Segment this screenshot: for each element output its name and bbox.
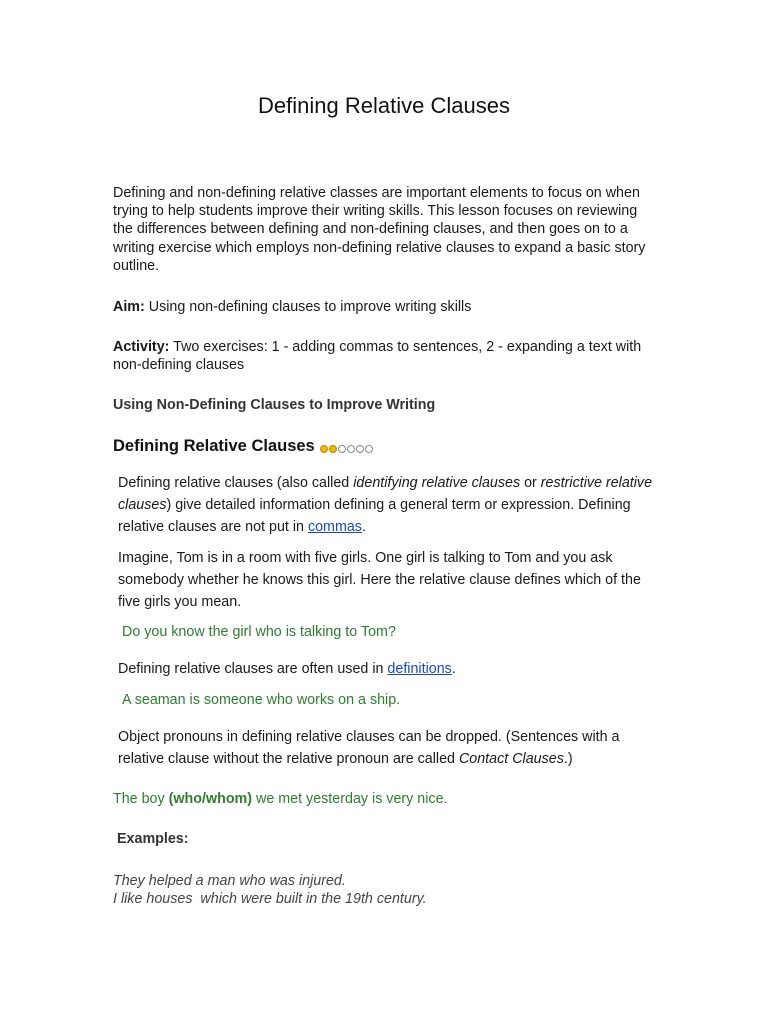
text-run: ) give detailed information defining a general term or expression. Defining relative clauses are not put in	[118, 497, 631, 535]
text-run: Defining relative clauses (also called	[118, 475, 354, 491]
rating-dot-icon	[329, 445, 337, 453]
text-run: .)	[563, 751, 573, 767]
example-sentence-3	[113, 791, 448, 807]
rating-dot-icon	[347, 445, 355, 453]
rating-dot-icon	[320, 445, 328, 453]
rating-dot-icon	[365, 445, 373, 453]
rating-dot-icon	[356, 445, 364, 453]
section-heading	[113, 437, 373, 456]
subheading: Using Non-Defining Clauses to Improve Writing	[113, 397, 436, 413]
examples-heading: Examples:	[117, 831, 189, 847]
intro-paragraph: Defining and non-defining relative classes are important elements to focus on when trying to help students improve their writing skills. This lesson focuses on reviewing the differences between defining and non-defining clauses, and then goes on to a writing exercise which employs non-defining relative clauses to expand a basic story outline.	[113, 185, 646, 274]
term-restrictive: restrictive relative clauses	[118, 475, 653, 513]
term-identifying: identifying relative clauses	[353, 475, 521, 491]
page-title: Defining Relative Clauses	[258, 93, 510, 118]
example-sentence-2: A seaman is someone who works on a ship.	[122, 692, 401, 708]
text-run: or	[520, 475, 541, 491]
example-item: They helped a man who was injured.	[113, 873, 346, 889]
activity-label: Activity:	[113, 339, 170, 355]
commas-link[interactable]: commas	[307, 519, 362, 535]
text-run: .	[451, 661, 456, 677]
text-run: Object pronouns in defining relative clauses can be dropped. (Sentences with a relative clause without the relative pronoun are called	[118, 729, 620, 767]
text-run: The boy	[113, 791, 169, 807]
text-run: Defining relative clauses are often used in	[118, 661, 388, 677]
aim-text: Using non-defining clauses to improve writing skills	[144, 299, 472, 315]
example-item: I like houses which were built in the 19th century.	[113, 891, 427, 907]
section-title: Defining Relative Clauses	[113, 437, 315, 455]
aim-label: Aim:	[113, 299, 145, 315]
text-run: .	[361, 519, 366, 535]
imagine-paragraph: Imagine, Tom is in a room with five girls. One girl is talking to Tom and you ask somebody whether he knows this girl. Here the relative clause defines which of the five girls you mean.	[118, 550, 641, 610]
object-pronoun-paragraph	[118, 726, 658, 770]
activity-text: Two exercises: 1 - adding commas to sentences, 2 - expanding a text with non-defining clauses	[113, 339, 642, 373]
term-contact-clauses: Contact Clauses	[458, 751, 564, 767]
definitions-paragraph	[118, 658, 658, 680]
definition-paragraph	[118, 472, 658, 538]
examples-list	[113, 872, 427, 908]
difficulty-rating	[320, 445, 373, 453]
aim-line	[113, 298, 658, 316]
pronoun-highlight: (who/whom)	[168, 791, 253, 807]
text-run: we met yesterday is very nice.	[252, 791, 448, 807]
definitions-link[interactable]: definitions	[387, 661, 452, 677]
example-sentence-1: Do you know the girl who is talking to Tom?	[122, 624, 396, 640]
rating-dot-icon	[338, 445, 346, 453]
activity-line	[113, 338, 658, 374]
